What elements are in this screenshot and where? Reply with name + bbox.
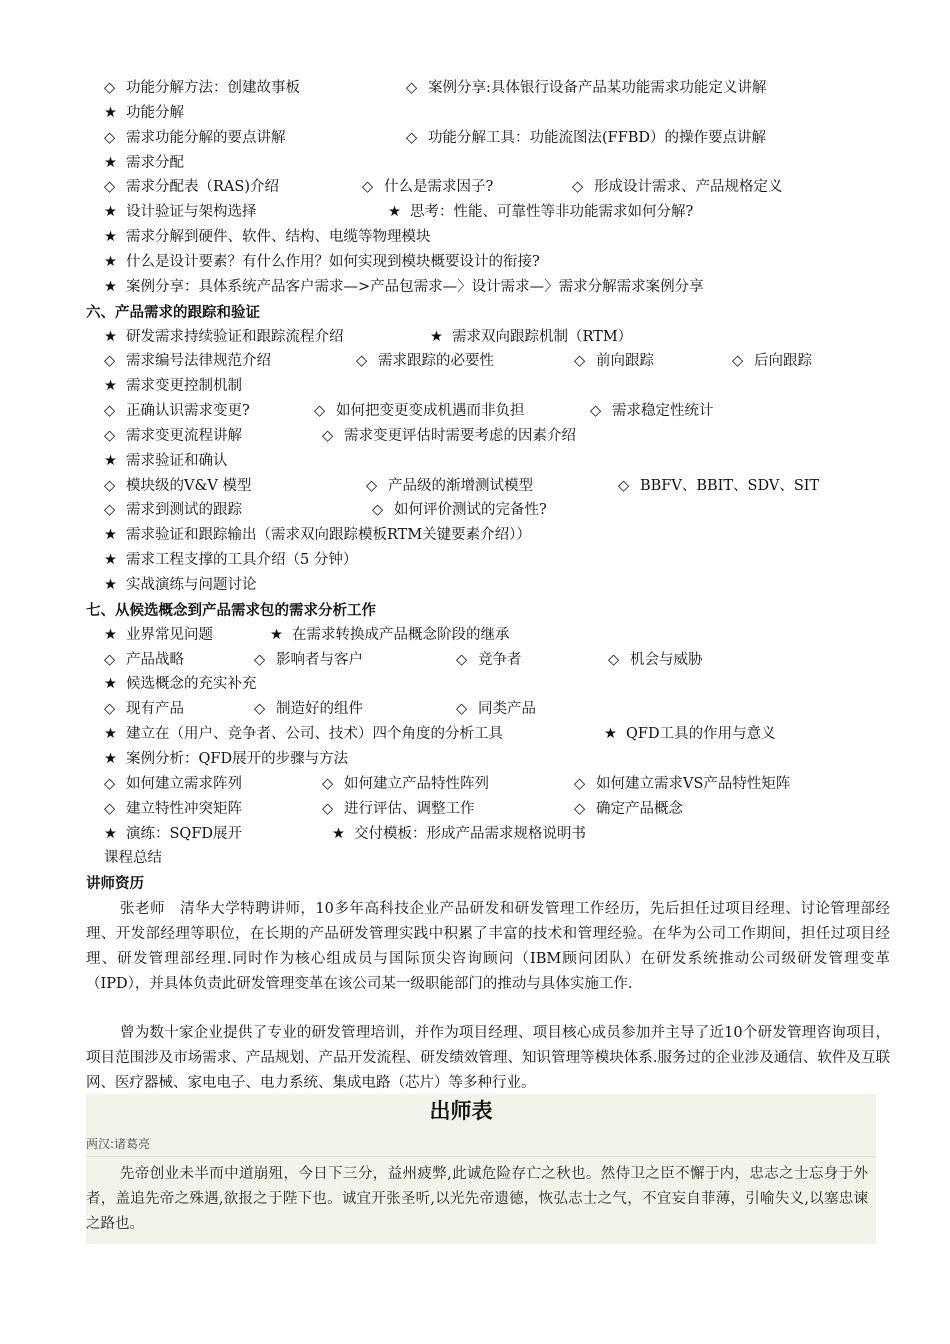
diamond-bullet-icon: ◇ (104, 701, 116, 717)
outline-item (104, 672, 257, 697)
outline-item (104, 151, 184, 176)
outline-item-text: 如何评价测试的完备性? (394, 502, 547, 518)
outline-item (322, 797, 475, 822)
outline-item (104, 846, 162, 871)
outline-item-text: 什么是设计要素？有什么作用？如何实现到模块概要设计的衔接? (126, 254, 540, 270)
outline-item-text: 需求双向跟踪机制（RTM） (452, 329, 633, 345)
outline-item-text: 确定产品概念 (596, 801, 683, 817)
outline-line (104, 474, 930, 499)
outline-line (104, 325, 930, 350)
outline-item-text: 功能分解 (126, 105, 184, 121)
outline-line (104, 573, 930, 598)
star-bullet-icon: ★ (104, 229, 117, 245)
outline-item (372, 498, 547, 523)
star-bullet-icon: ★ (104, 627, 117, 643)
outline-item-text: 需求跟踪的必要性 (378, 353, 494, 369)
outline-line (104, 672, 930, 697)
diamond-bullet-icon: ◇ (104, 80, 116, 96)
diamond-bullet-icon: ◇ (314, 403, 326, 419)
diamond-bullet-icon: ◇ (356, 353, 368, 369)
outline-item-text: 功能分解方法：创建故事板 (126, 80, 300, 96)
outline-item (104, 275, 704, 300)
outline-line (104, 523, 930, 548)
outline-item (572, 175, 783, 200)
diamond-bullet-icon: ◇ (104, 652, 116, 668)
outline-item (104, 349, 271, 374)
outline-item (356, 349, 494, 374)
outline-item-text: 案例分享：具体系统产品客户需求—>产品包需求—〉设计需求—〉需求分解需求案例分享 (126, 279, 704, 295)
outline-line (104, 374, 930, 399)
outline-item (590, 399, 714, 424)
diamond-bullet-icon: ◇ (608, 652, 620, 668)
outline-item-text: 功能分解工具：功能流图法(FFBD）的操作要点讲解 (428, 130, 767, 146)
outline-item (322, 424, 576, 449)
section-heading: 讲师资历 (86, 875, 144, 892)
outline-line (104, 76, 930, 101)
outline-item (604, 722, 776, 747)
outline-item (254, 648, 363, 673)
outline-item (406, 126, 766, 151)
outline-item-text: 需求稳定性统计 (612, 403, 714, 419)
box-title: 出师表 (429, 1099, 493, 1123)
star-bullet-icon: ★ (270, 627, 283, 643)
section-heading: 六、产品需求的跟踪和验证 (86, 304, 260, 321)
outline-item-text: 需求工程支撑的工具介绍（5 分钟） (126, 552, 358, 568)
star-bullet-icon: ★ (430, 329, 443, 345)
diamond-bullet-icon: ◇ (618, 478, 630, 494)
outline-item-text: 业界常见问题 (126, 627, 213, 643)
diamond-bullet-icon: ◇ (574, 801, 586, 817)
outline-item (574, 772, 790, 797)
box-author: 两汉:诸葛亮 (86, 1137, 151, 1151)
outline-line (104, 126, 930, 151)
box-body: 先帝创业未半而中道崩殂，今日下三分，益州疲弊,此诚危险存亡之秋也。然侍卫之臣不懈于内，忠志之士忘身于外者，盖追先帝之殊遇,欲报之于陛下也。诚宜开张圣听,以光先帝遗德，恢弘志士之气，不宜妄自菲薄，引喻失义,以塞忠谏之路也。 (86, 1166, 868, 1232)
outline-line (104, 747, 930, 772)
outline-item (104, 175, 279, 200)
outline-item-text: QFD工具的作用与意义 (626, 726, 776, 742)
diamond-bullet-icon: ◇ (104, 179, 116, 195)
outline-item (430, 325, 632, 350)
star-bullet-icon: ★ (332, 826, 345, 842)
outline-item-text: 需求分配表（RAS)介绍 (126, 179, 279, 195)
star-bullet-icon: ★ (104, 155, 117, 171)
outline-item (104, 474, 251, 499)
outline-item-text: 后向跟踪 (754, 353, 812, 369)
star-bullet-icon: ★ (104, 676, 117, 692)
outline-item-text: 实战演练与问题讨论 (126, 577, 257, 593)
outline-item (104, 772, 242, 797)
outline-item-text: 模块级的V&V 模型 (126, 478, 252, 494)
outline-item-text: 产品战略 (126, 652, 184, 668)
outline-item (406, 76, 766, 101)
outline-line (104, 151, 930, 176)
outline-item-text: 产品级的渐增测试模型 (388, 478, 533, 494)
outline-item-text: 制造好的组件 (276, 701, 363, 717)
outline-line (104, 225, 930, 250)
outline-item (314, 399, 525, 424)
outline-item-text: 候选概念的充实补充 (126, 676, 257, 692)
star-bullet-icon: ★ (104, 204, 117, 220)
outline-item (388, 200, 693, 225)
outline-item-text: 需求编号法律规范介绍 (126, 353, 271, 369)
diamond-bullet-icon: ◇ (372, 502, 384, 518)
diamond-bullet-icon: ◇ (254, 701, 266, 717)
outline-item-text: 研发需求持续验证和跟踪流程介绍 (126, 329, 344, 345)
outline-item-text: 需求变更流程讲解 (126, 428, 242, 444)
diamond-bullet-icon: ◇ (572, 179, 584, 195)
outline-item-text: 形成设计需求、产品规格定义 (594, 179, 783, 195)
star-bullet-icon: ★ (104, 279, 117, 295)
diamond-bullet-icon: ◇ (362, 179, 374, 195)
outline-item-text: 需求分解到硬件、软件、结构、电缆等物理模块 (126, 229, 431, 245)
outline-line (104, 175, 930, 200)
outline-item-text: 交付模板：形成产品需求规格说明书 (354, 826, 586, 842)
outline-item (104, 722, 503, 747)
star-bullet-icon: ★ (104, 105, 117, 121)
outline-line (104, 648, 930, 673)
outline-item-text: 需求分配 (126, 155, 184, 171)
outline-line (104, 424, 930, 449)
outline-item (732, 349, 812, 374)
chushibiao-box (86, 1094, 876, 1244)
outline-line (104, 548, 930, 573)
star-bullet-icon: ★ (104, 751, 117, 767)
diamond-bullet-icon: ◇ (104, 353, 116, 369)
diamond-bullet-icon: ◇ (104, 428, 116, 444)
star-bullet-icon: ★ (604, 726, 617, 742)
diamond-bullet-icon: ◇ (322, 428, 334, 444)
outline-line (104, 772, 930, 797)
star-bullet-icon: ★ (104, 577, 117, 593)
outline-line (104, 449, 930, 474)
diamond-bullet-icon: ◇ (406, 80, 418, 96)
diamond-bullet-icon: ◇ (104, 776, 116, 792)
outline-item (322, 772, 489, 797)
section-heading: 七、从候选概念到产品需求包的需求分析工作 (86, 602, 376, 619)
outline-item-text: 设计验证与架构选择 (126, 204, 257, 220)
outline-item-text: BBFV、BBIT、SDV、SIT (640, 478, 820, 494)
diamond-bullet-icon: ◇ (456, 652, 468, 668)
outline-item-text: 如何建立需求VS产品特性矩阵 (596, 776, 791, 792)
outline-item (104, 200, 257, 225)
outline-line (104, 101, 930, 126)
diamond-bullet-icon: ◇ (732, 353, 744, 369)
outline-item-text: 建立特性冲突矩阵 (126, 801, 242, 817)
outline-item (104, 449, 228, 474)
outline-item (104, 822, 242, 847)
outline-item-text: 在需求转换成产品概念阶段的继承 (292, 627, 510, 643)
outline-line (104, 399, 930, 424)
outline-line (104, 250, 930, 275)
outline-item (104, 523, 531, 548)
diamond-bullet-icon: ◇ (322, 801, 334, 817)
outline-item-text: 竞争者 (478, 652, 522, 668)
diamond-bullet-icon: ◇ (456, 701, 468, 717)
outline-line (104, 275, 930, 300)
outline-item (104, 498, 242, 523)
bio-paragraph-1: 张老师 清华大学特聘讲师，10多年高科技企业产品研发和研发管理工作经历，先后担任过项目经理、讨论管理部经理、开发部经理等职位，在长期的产品研发管理实践中积累了丰富的技术和管理经验。在华为公司工作期间，担任过项目经理、研发管理部经理.同时作为核心组成员与国际顶尖咨询顾问（IBM顾问团队）在研发系统推动公司级研发管理变革（IPD），并具体负责此研发管理变革在该公司某一级职能部门的推动与具体实施工作. (86, 901, 890, 992)
outline-line (104, 498, 930, 523)
outline-line (104, 200, 930, 225)
diamond-bullet-icon: ◇ (104, 502, 116, 518)
outline-item-text: 需求验证和确认 (126, 453, 228, 469)
outline-line (104, 722, 930, 747)
outline-item (104, 623, 213, 648)
outline-item-text: 正确认识需求变更? (126, 403, 250, 419)
diamond-bullet-icon: ◇ (104, 130, 116, 146)
diamond-bullet-icon: ◇ (366, 478, 378, 494)
outline-item-text: 进行评估、调整工作 (344, 801, 475, 817)
outline-line (104, 623, 930, 648)
diamond-bullet-icon: ◇ (104, 478, 116, 494)
outline-item (104, 697, 184, 722)
outline-item (104, 399, 250, 424)
outline-item-text: 需求功能分解的要点讲解 (126, 130, 286, 146)
outline-item (104, 424, 242, 449)
diamond-bullet-icon: ◇ (590, 403, 602, 419)
outline-item-text: 前向跟踪 (596, 353, 654, 369)
outline-item (362, 175, 493, 200)
outline-item (104, 747, 348, 772)
outline-item (104, 225, 431, 250)
diamond-bullet-icon: ◇ (406, 130, 418, 146)
star-bullet-icon: ★ (104, 726, 117, 742)
outline-item (574, 797, 683, 822)
outline-item (104, 573, 257, 598)
outline-item (332, 822, 586, 847)
outline-item (104, 548, 357, 573)
outline-item (456, 697, 536, 722)
outline-item-text: 思考：性能、可靠性等非功能需求如何分解? (410, 204, 694, 220)
diamond-bullet-icon: ◇ (574, 353, 586, 369)
outline-item-text: 如何建立产品特性阵列 (344, 776, 489, 792)
outline-item (618, 474, 819, 499)
diamond-bullet-icon: ◇ (322, 776, 334, 792)
outline-item (104, 76, 300, 101)
diamond-bullet-icon: ◇ (104, 801, 116, 817)
outline-item (104, 648, 184, 673)
outline-item (104, 250, 540, 275)
outline-item-text: 案例分析：QFD展开的步骤与方法 (126, 751, 349, 767)
star-bullet-icon: ★ (104, 826, 117, 842)
diamond-bullet-icon: ◇ (104, 403, 116, 419)
outline-item-text: 课程总结 (104, 850, 162, 866)
outline-item (104, 374, 242, 399)
outline-line (104, 822, 930, 847)
outline-item-text: 什么是需求因子? (384, 179, 494, 195)
diamond-bullet-icon: ◇ (574, 776, 586, 792)
outline-item-text: 需求变更控制机制 (126, 378, 242, 394)
outline-item-text: 同类产品 (478, 701, 536, 717)
outline-item (366, 474, 533, 499)
outline-item (104, 101, 184, 126)
outline-item-text: 影响者与客户 (276, 652, 363, 668)
outline-item (574, 349, 654, 374)
star-bullet-icon: ★ (104, 254, 117, 270)
outline-line (104, 697, 930, 722)
bio-paragraph-2: 曾为数十家企业提供了专业的研发管理培训，并作为项目经理、项目核心成员参加并主导了近10个研发管理咨询项目，项目范围涉及市场需求、产品规划、产品开发流程、研发绩效管理、知识管理等模块体系.服务过的企业涉及通信、软件及互联网、医疗器械、家电电子、电力系统、集成电路（芯片）等多种行业。 (86, 1025, 890, 1091)
outline-line (104, 846, 930, 871)
outline-item-text: 需求验证和跟踪输出（需求双向跟踪模板RTM关键要素介绍）） (126, 527, 531, 543)
star-bullet-icon: ★ (104, 453, 117, 469)
outline-line (104, 349, 930, 374)
outline-item (104, 797, 242, 822)
outline-item-text: 演练：SQFD展开 (126, 826, 243, 842)
outline-item (254, 697, 363, 722)
outline-item (104, 325, 344, 350)
outline-item (608, 648, 703, 673)
star-bullet-icon: ★ (104, 378, 117, 394)
outline-item (104, 126, 286, 151)
outline-item (456, 648, 522, 673)
box-divider (86, 1156, 876, 1157)
star-bullet-icon: ★ (104, 552, 117, 568)
star-bullet-icon: ★ (104, 329, 117, 345)
outline-item-text: 需求到测试的跟踪 (126, 502, 242, 518)
diamond-bullet-icon: ◇ (254, 652, 266, 668)
outline-item-text: 机会与威胁 (630, 652, 703, 668)
star-bullet-icon: ★ (104, 527, 117, 543)
star-bullet-icon: ★ (388, 204, 401, 220)
outline-item-text: 如何把变更变成机遇而非负担 (336, 403, 525, 419)
outline-item-text: 如何建立需求阵列 (126, 776, 242, 792)
outline-item (270, 623, 510, 648)
outline-line (104, 797, 930, 822)
outline-item-text: 建立在（用户、竞争者、公司、技术）四个角度的分析工具 (126, 726, 503, 742)
outline-item-text: 现有产品 (126, 701, 184, 717)
outline-item-text: 案例分享:具体银行设备产品某功能需求功能定义讲解 (428, 80, 767, 96)
outline-item-text: 需求变更评估时需要考虑的因素介绍 (344, 428, 576, 444)
